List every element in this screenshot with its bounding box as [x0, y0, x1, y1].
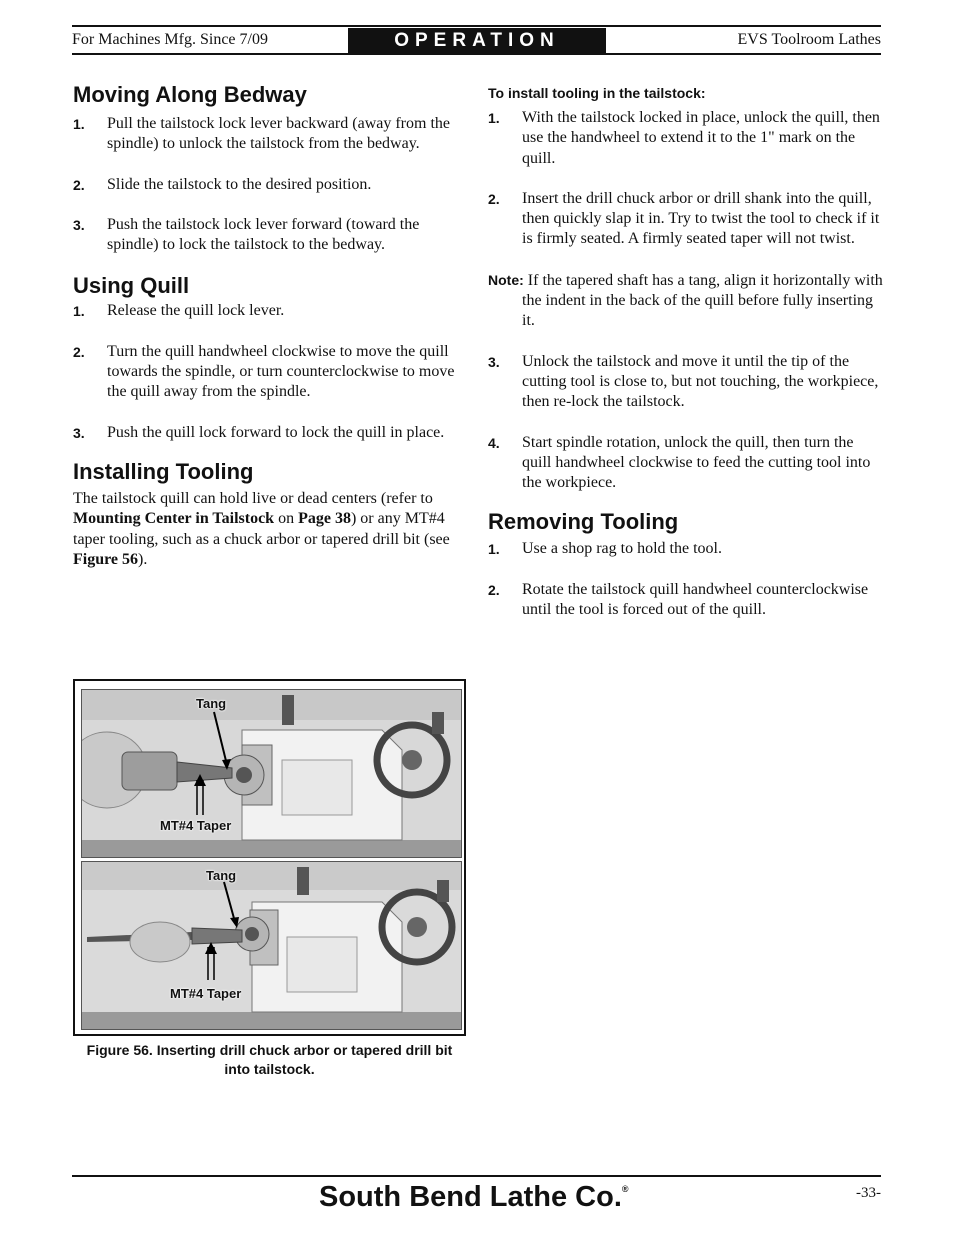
- bottom-photo: [81, 861, 462, 1030]
- header-bottom-rule: [72, 53, 881, 55]
- step-number: 2.: [73, 176, 85, 193]
- left-column: [73, 82, 468, 570]
- step-number: 2.: [488, 581, 500, 598]
- bottom-taper-label: MT#4 Taper: [170, 986, 242, 1001]
- step-number: 3.: [488, 353, 500, 370]
- footer-rule: [72, 1175, 881, 1177]
- step-number: 1.: [488, 541, 500, 558]
- note-label: Note:: [488, 271, 524, 288]
- list-item: [488, 108, 883, 169]
- tailstock-chuck-arbor-illustration: [82, 690, 461, 857]
- tailstock-drill-bit-illustration: [82, 862, 461, 1029]
- step-text: Release the quill lock lever.: [107, 302, 285, 320]
- top-taper-label: MT#4 Taper: [160, 818, 232, 833]
- step-number: 3.: [73, 424, 85, 441]
- figure-reference: Figure 56: [73, 550, 139, 568]
- step-number: 1.: [488, 110, 500, 126]
- list-item: [73, 423, 468, 443]
- step-number: 1.: [73, 303, 85, 320]
- step-text: Unlock the tailstock and move it until the tip of the cutting tool is close to, but not touching, the workpiece, then re-lock the tailstock.: [522, 352, 879, 411]
- header-machines-note: For Machines Mfg. Since 7/09: [72, 31, 268, 48]
- page-number: -33-: [856, 1185, 881, 1201]
- section-banner: OPERATION: [348, 28, 606, 53]
- step-text: Use a shop rag to hold the tool.: [522, 540, 722, 558]
- figure-56-caption: Figure 56. Inserting drill chuck arbor or tapered drill bit into tailstock.: [86, 1042, 453, 1077]
- step-number: 1.: [73, 116, 85, 132]
- figure-56-frame: [73, 679, 466, 1036]
- installing-tooling-heading: Installing Tooling: [73, 458, 254, 484]
- top-photo: [81, 689, 462, 858]
- brand-logo: South Bend Lathe Co.®: [319, 1181, 629, 1213]
- bottom-tang-label: Tang: [206, 868, 237, 883]
- step-text: Push the quill lock forward to lock the quill in place.: [107, 423, 445, 441]
- list-item: [488, 189, 883, 250]
- step-text: Start spindle rotation, unlock the quill, then turn the quill handwheel clockwise to feed the cutting tool into the workpiece.: [522, 433, 871, 492]
- registered-mark: ®: [621, 1184, 629, 1194]
- right-column: [488, 84, 883, 620]
- moving-step-list: [73, 114, 468, 255]
- note-text: If the tapered shaft has a tang, align it horizontally with the indent in the back of the quill before fully inserting it.: [522, 271, 883, 330]
- step-number: 2.: [73, 343, 85, 360]
- list-item: [73, 215, 468, 256]
- page-reference: Page 38: [298, 510, 351, 528]
- step-text: Slide the tailstock to the desired position.: [107, 175, 372, 193]
- list-item: [73, 175, 468, 195]
- list-item: [488, 433, 883, 494]
- moving-bedway-heading: Moving Along Bedway: [73, 82, 307, 107]
- removing-tooling-heading: Removing Tooling: [488, 509, 679, 535]
- step-text: Pull the tailstock lock lever backward (away from the spindle) to unlock the tailstock from the bedway.: [107, 115, 450, 153]
- mounting-center-reference: Mounting Center in Tailstock: [73, 510, 275, 528]
- install-step-list-a: [488, 108, 883, 250]
- install-tailstock-subheading: To install tooling in the tailstock:: [488, 85, 706, 101]
- list-item: [73, 342, 468, 403]
- step-text: Push the tailstock lock lever forward (toward the spindle) to lock the tailstock to the bedway.: [107, 215, 420, 254]
- step-number: 3.: [73, 216, 85, 233]
- list-item: [488, 580, 883, 621]
- quill-step-list: [73, 301, 468, 442]
- using-quill-heading: Using Quill: [73, 273, 190, 299]
- top-tang-label: Tang: [196, 696, 227, 711]
- step-text: Rotate the tailstock quill handwheel counterclockwise until the tool is forced out of the quill.: [522, 580, 869, 619]
- step-number: 4.: [488, 434, 500, 451]
- list-item: [488, 352, 883, 413]
- header-top-rule: [72, 25, 881, 27]
- list-item: [73, 301, 468, 321]
- step-text: With the tailstock locked in place, unlock the quill, then use the handwheel to extend it to the 1" mark on the quill.: [522, 109, 880, 167]
- step-text: Turn the quill handwheel clockwise to move the quill towards the spindle, or turn counterclockwise to move the quill away from the spindle.: [107, 342, 455, 401]
- list-item: [73, 114, 468, 155]
- step-text: Insert the drill chuck arbor or drill shank into the quill, then quickly slap it in. Try to twist the tool to check if it is firmly seated. A firmly seated taper will not twist.: [522, 189, 880, 248]
- header-product-name: EVS Toolroom Lathes: [737, 31, 881, 48]
- note-block: [488, 270, 883, 332]
- list-item: [488, 539, 883, 559]
- installing-tooling-paragraph: The tailstock quill can hold live or dead centers (refer to Mounting Center in Tailstock on Page 38) or any MT#4 taper tooling, such as a chuck arbor or tapered drill bit (see Figure 56).: [73, 489, 450, 568]
- install-step-list-b: [488, 352, 883, 494]
- removing-step-list: [488, 539, 883, 620]
- step-number: 2.: [488, 190, 500, 207]
